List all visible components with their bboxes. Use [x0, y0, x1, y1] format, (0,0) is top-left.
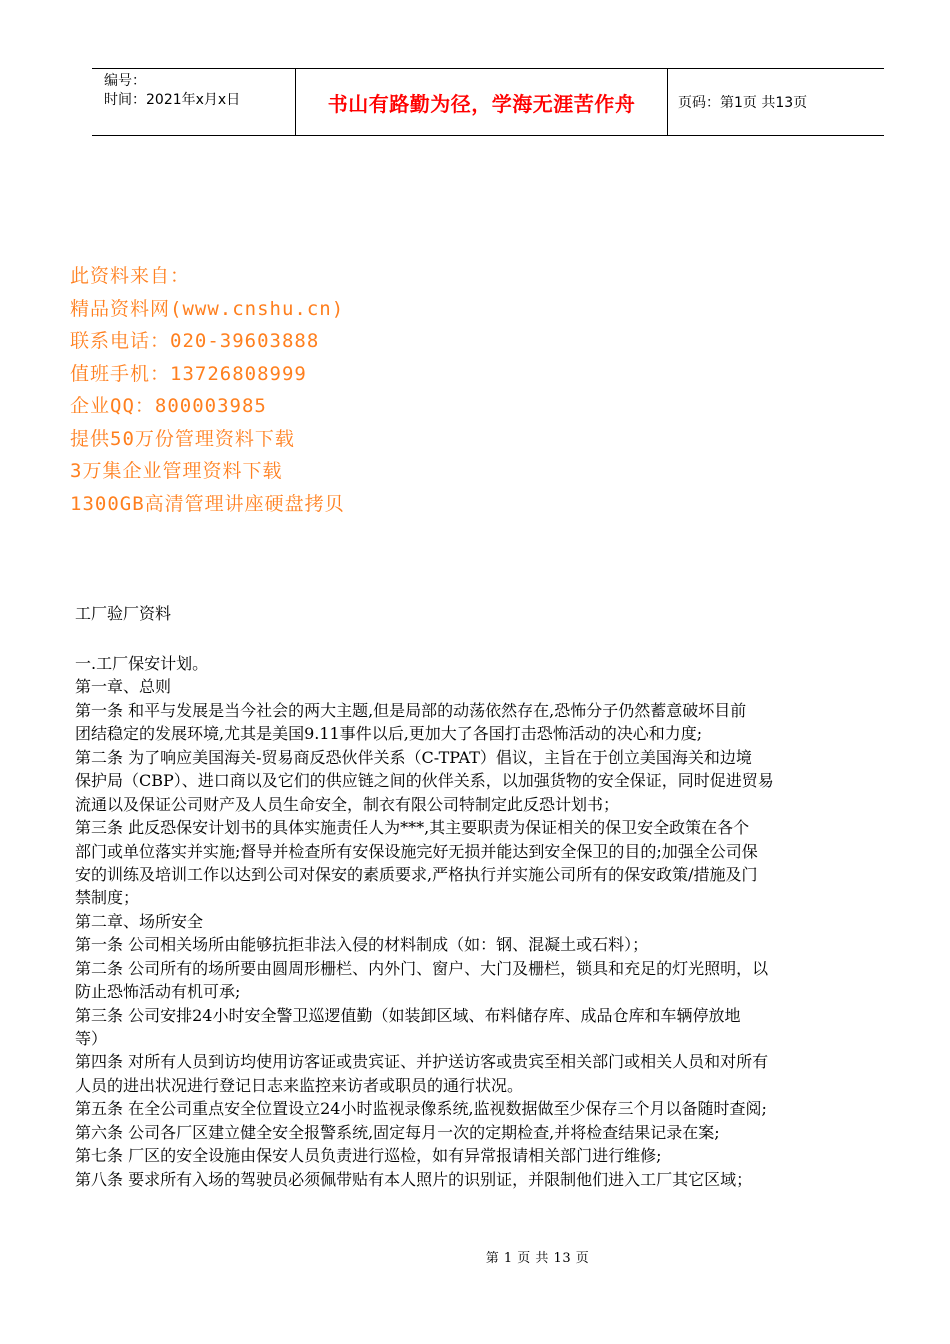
body-line: 禁制度；: [75, 888, 140, 908]
body-line: 人员的进出状况进行登记日志来监控来访者或职员的通行状况。: [75, 1075, 524, 1095]
chapter-heading: 第一章、总则: [75, 677, 172, 697]
body-line: 第六条 公司各厂区建立健全安全报警系统,固定每月一次的定期检查,并将检查结果记录在案;: [75, 1122, 720, 1142]
page-header: [92, 68, 884, 136]
header-page-cell: [668, 69, 884, 135]
header-info-cell: [92, 69, 295, 135]
document-time-label: 时间：2021年x月x日: [104, 92, 241, 108]
promo-line: 此资料来自：: [70, 265, 191, 287]
body-line: 第三条 此反恐保安计划书的具体实施责任人为***,其主要职责为保证相关的保卫安全政策在各个: [75, 818, 750, 838]
promo-line: 联系电话：020-39603888: [70, 330, 320, 352]
promo-line: 值班手机：13726808999: [70, 362, 307, 385]
body-line: 第四条 对所有人员到访均使用访客证或贵宾证、并护送访客或贵宾至相关部门或相关人员和对所有: [75, 1052, 769, 1072]
header-motto-cell: [295, 69, 668, 135]
body-line: 第五条 在全公司重点安全位置设立24小时监视录像系统,监视数据做至少保存三个月以备随时查阅;: [75, 1099, 767, 1119]
body-line: 第七条 厂区的安全设施由保安人员负责进行巡检，如有异常报请相关部门进行维修;: [75, 1146, 662, 1166]
body-line: 第一条 和平与发展是当今社会的两大主题,但是局部的动荡依然存在,恐怖分子仍然蓄意破坏目前: [75, 700, 747, 720]
body-line: 团结稳定的发展环境,尤其是美国9.11事件以后,更加大了各国打击恐怖活动的决心和力度;: [75, 724, 703, 744]
page-footer: [0, 1247, 950, 1266]
document-title: 工厂验厂资料: [75, 604, 172, 623]
body-line: 保护局（CBP）、进口商以及它们的供应链之间的伙伴关系，以加强货物的安全保证，同时促进贸易: [75, 771, 774, 791]
promo-line: 企业QQ：800003985: [70, 395, 267, 417]
body-line: 第八条 要求所有入场的驾驶员必须佩带贴有本人照片的识别证，并限制他们进入工厂其它区域；: [75, 1169, 753, 1189]
body-line: 第二条 公司所有的场所要由圆周形栅栏、内外门、窗户、大门及栅栏，锁具和充足的灯光照明，以: [75, 958, 769, 978]
body-line: 防止恐怖活动有机可承;: [75, 982, 241, 1002]
footer-page-number: 第 1 页 共 13 页: [485, 1251, 590, 1266]
promo-block: [70, 260, 345, 520]
body-line: 等）: [75, 1029, 108, 1048]
header-page-number: 页码：第1页 共13页: [678, 95, 808, 111]
body-line: 第三条 公司安排24小时安全警卫巡逻值勤（如装卸区域、布料储存库、成品仓库和车辆停放地: [75, 1005, 741, 1025]
promo-line: 3万集企业管理资料下载: [70, 460, 283, 482]
promo-line: 精品资料网(www.cnshu.cn): [70, 297, 345, 320]
document-number-label: 编号：: [104, 73, 146, 89]
body-line: 第二条 为了响应美国海关-贸易商反恐伙伴关系（C-TPAT）倡议，主旨在于创立美国海关和边境: [75, 747, 752, 767]
body-line: 第一条 公司相关场所由能够抗拒非法入侵的材料制成（如：钢、混凝土或石料）；: [75, 935, 649, 955]
promo-line: 1300GB高清管理讲座硬盘拷贝: [70, 492, 345, 515]
body-line: 部门或单位落实并实施;督导并检查所有安保设施完好无损并能达到安全保卫的目的;加强全公司保: [75, 841, 758, 861]
section-heading: 一.工厂保安计划。: [75, 654, 209, 673]
body-line: 流通以及保证公司财产及人员生命安全，制衣有限公司特制定此反恐计划书；: [75, 794, 620, 814]
document-body: [75, 652, 915, 1191]
body-line: 安的训练及培训工作以达到公司对保安的素质要求,严格执行并实施公司所有的保安政策/措施及门: [75, 864, 758, 884]
chapter-heading: 第二章、场所安全: [75, 911, 204, 931]
header-motto: 书山有路勤为径，学海无涯苦作舟: [327, 91, 636, 116]
promo-line: 提供50万份管理资料下载: [70, 427, 295, 450]
